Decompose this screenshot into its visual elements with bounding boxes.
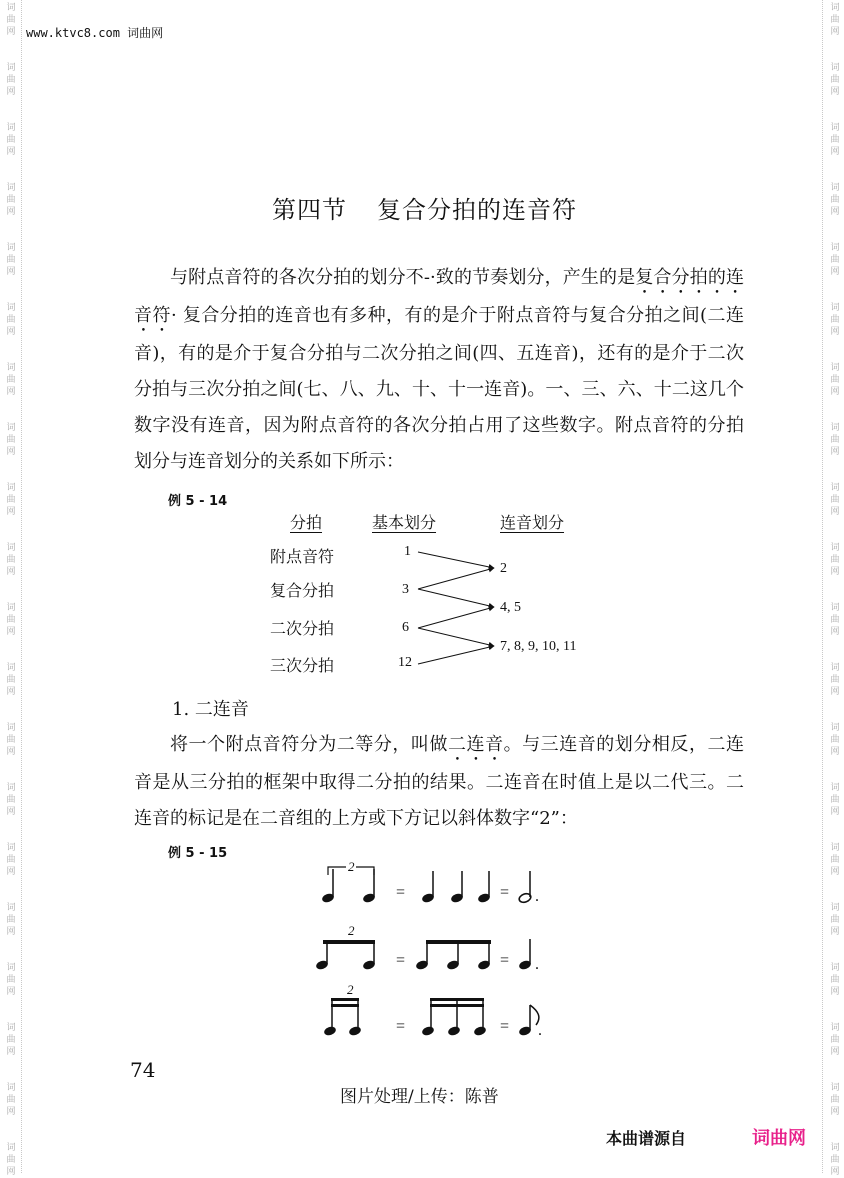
basic-value: 6 (402, 620, 409, 635)
watermark-mark: 词曲网 (6, 1083, 16, 1117)
watermark-mark: 词曲网 (830, 903, 840, 937)
arrow-line (418, 607, 494, 628)
watermark-mark: 词曲网 (6, 843, 16, 877)
arrow-line (418, 568, 494, 589)
watermark-mark: 词曲网 (830, 183, 840, 217)
watermark-mark: 词曲网 (830, 423, 840, 457)
watermark-mark: 词曲网 (6, 183, 16, 217)
tuplet-number: 2 (348, 923, 355, 938)
section-number: 第四节 (272, 196, 347, 224)
row-label-dotted-note: 附点音符 (270, 547, 335, 566)
equals-sign: = (396, 884, 406, 901)
watermark-mark: 词曲网 (6, 423, 16, 457)
watermark-mark: 词曲网 (830, 783, 840, 817)
section-name: 复合分拍的连音符 (377, 196, 577, 224)
watermark-mark: 词曲网 (6, 543, 16, 577)
upload-credit: 图片处理/上传：陈普 (340, 1087, 499, 1107)
watermark-mark: 词曲网 (830, 1083, 840, 1117)
duplet-notation (300, 855, 560, 1045)
table-header-division: 分拍 (290, 513, 323, 532)
watermark-mark: 词曲网 (830, 543, 840, 577)
watermark-mark: 词曲网 (830, 303, 840, 337)
watermark-mark: 词曲网 (830, 963, 840, 997)
tuplet-number: 2 (348, 859, 355, 874)
table-header-basic: 基本划分 (372, 513, 437, 532)
watermark-mark: 词曲网 (830, 363, 840, 397)
source-brand-link[interactable]: 词曲网 (752, 1128, 806, 1149)
tuplet-value: 2 (500, 561, 507, 576)
paragraph-2: 将一个附点音符分为二等分，叫做二连音。与三连音的划分相反，二连音是从三分拍的框架中取得二分拍的结果。二连音在时值上是以二代三。二连音的标记是在二音组的上方或下方记以斜体数字“2”： (134, 734, 745, 829)
watermark-mark: 词曲网 (830, 843, 840, 877)
watermark-mark: 词曲网 (6, 963, 16, 997)
watermark-mark: 词曲网 (6, 483, 16, 517)
watermark-mark: 词曲网 (6, 603, 16, 637)
augmentation-dot: . (535, 888, 539, 905)
equals-sign: = (396, 952, 406, 969)
example-14-label: 例 5 - 14 (168, 494, 228, 509)
watermark-mark: 词曲网 (6, 1023, 16, 1057)
site-url[interactable]: www.ktvc8.com 词曲网 (26, 26, 164, 40)
watermark-mark: 词曲网 (6, 123, 16, 157)
equals-sign: = (396, 1018, 406, 1035)
watermark-mark: 词曲网 (6, 723, 16, 757)
table-header-tuplet: 连音划分 (500, 513, 565, 532)
watermark-mark: 词曲网 (6, 63, 16, 97)
basic-value: 3 (402, 582, 409, 597)
equals-sign: = (500, 884, 510, 901)
watermark-mark: 词曲网 (830, 1023, 840, 1057)
example-15-label: 例 5 - 15 (168, 846, 228, 861)
watermark-mark: 词曲网 (6, 243, 16, 277)
watermark-mark: 词曲网 (830, 483, 840, 517)
basic-value: 12 (398, 655, 412, 670)
watermark-mark: 词曲网 (6, 903, 16, 937)
arrow-line (418, 552, 494, 568)
tuplet-value: 4, 5 (500, 600, 521, 615)
row-label-triple: 三次分拍 (270, 656, 335, 675)
equals-sign: = (500, 1018, 510, 1035)
watermark-mark: 词曲网 (830, 723, 840, 757)
paragraph-1: 与附点音符的各次分拍的划分不-·致的节奏划分，产生的是复合分拍的连音符· 复合分拍的连音也有多种，有的是介于附点音符与复合分拍之间(二连音)，有的是介于复合分拍与二次分拍之间(四、五连音)，还有的是介于二次分拍与三次分拍之间(七、八、九、十、十一连音)。一、三、六、十二这几个数字没有连音，因为附点音符的各次分拍占用了这些数字。附点音符的分拍划分与连音划分的关系如下所示： (134, 267, 745, 472)
arrow-line (418, 589, 494, 607)
arrow-line (418, 646, 494, 664)
tuplet-value: 7, 8, 9, 10, 11 (500, 639, 577, 654)
term-duplet: 二连音 (448, 734, 504, 755)
watermark-mark: 词曲网 (6, 363, 16, 397)
subsection-title: 1. 二连音 (172, 699, 249, 720)
watermark-mark: 词曲网 (830, 663, 840, 697)
augmentation-dot: . (535, 956, 539, 973)
watermark-mark: 词曲网 (6, 3, 16, 37)
augmentation-dot: . (538, 1022, 542, 1039)
tuplet-number: 2 (347, 982, 354, 997)
arrow-line (418, 628, 494, 646)
watermark-mark: 词曲网 (6, 663, 16, 697)
term-compound-tuplet: 复合分拍的连音符 (134, 267, 745, 326)
page-number: 74 (130, 1058, 156, 1082)
basic-value: 1 (404, 544, 411, 559)
watermark-mark: 词曲网 (6, 1143, 16, 1177)
watermark-mark: 词曲网 (6, 783, 16, 817)
watermark-mark: 词曲网 (6, 303, 16, 337)
row-label-compound: 复合分拍 (270, 581, 335, 600)
equals-sign: = (500, 952, 510, 969)
watermark-mark: 词曲网 (830, 243, 840, 277)
watermark-mark: 词曲网 (830, 1143, 840, 1177)
row-label-duple: 二次分拍 (270, 619, 335, 638)
source-label: 本曲谱源自 (606, 1129, 687, 1148)
watermark-mark: 词曲网 (830, 63, 840, 97)
watermark-mark: 词曲网 (830, 123, 840, 157)
watermark-mark: 词曲网 (830, 3, 840, 37)
watermark-mark: 词曲网 (830, 603, 840, 637)
